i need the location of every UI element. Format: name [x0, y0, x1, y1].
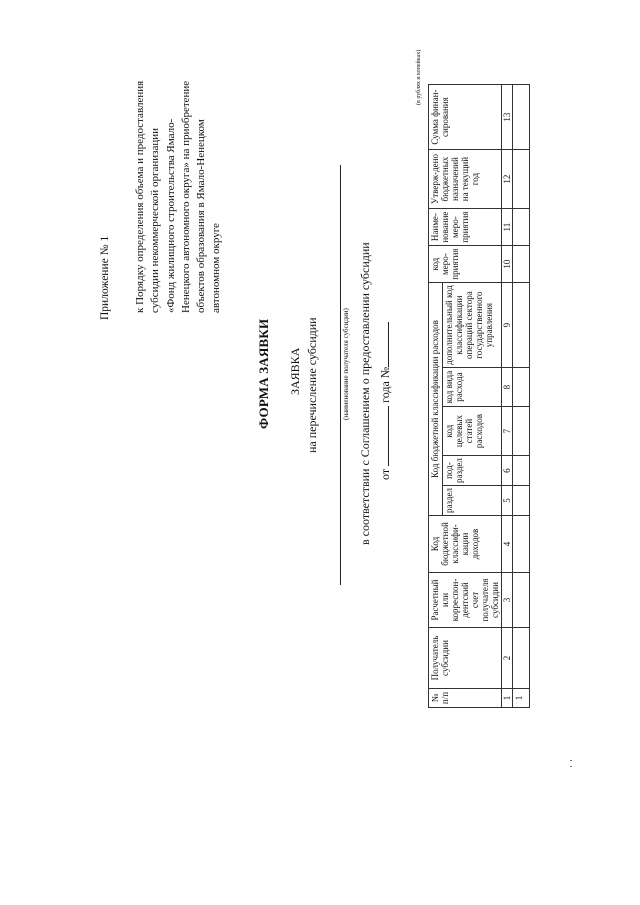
- cell-no: 1: [513, 689, 530, 708]
- cell-target-item: [513, 407, 530, 456]
- date-blank: [388, 406, 389, 466]
- form-title: ФОРМА ЗАЯВКИ: [256, 318, 271, 429]
- column-number: 4: [502, 516, 513, 573]
- header-section: раздел: [443, 486, 502, 516]
- column-number: 2: [502, 628, 513, 689]
- column-number: 1: [502, 689, 513, 708]
- column-number: 3: [502, 573, 513, 628]
- scan-speck: [570, 766, 572, 767]
- request-title: ЗАЯВКА: [288, 347, 302, 395]
- cell-section: [513, 486, 530, 516]
- column-number: 9: [502, 283, 513, 368]
- units-note: (в рублях и копейках): [416, 49, 422, 105]
- cell-approved-budget: [513, 150, 530, 209]
- cell-funding-amount: [513, 85, 530, 150]
- column-number: 5: [502, 486, 513, 516]
- cell-expense-type: [513, 368, 530, 407]
- cell-event-code: [513, 246, 530, 283]
- appendix-line: к Порядку определения объема и предоставления: [134, 80, 146, 313]
- header-subsection: под-раздел: [443, 456, 502, 486]
- header-expense-code-group: Код бюджетной классификации расходов: [429, 283, 443, 516]
- header-no: № п/п: [429, 689, 502, 708]
- cell-recipient: [513, 628, 530, 689]
- appendix-line: «Фонд жилищного строительства Ямало-: [164, 118, 177, 313]
- header-funding-amount: Сумма финан-сирования: [429, 85, 502, 150]
- cell-revenue-code: [513, 516, 530, 573]
- header-expense-type: код вида расхода: [443, 368, 502, 407]
- appendix-line: автономном округе: [210, 223, 223, 313]
- header-event-name: Наиме-нование меро-приятия: [429, 209, 502, 246]
- header-account: Расчетный или корреспон-дентский счет получателя субсидии: [429, 573, 502, 628]
- table-header-row: [429, 85, 443, 708]
- appendix-line: субсидии некоммерческой организации: [149, 127, 162, 313]
- appendix-reference: [133, 0, 225, 313]
- cell-account: [513, 573, 530, 628]
- column-number: 8: [502, 368, 513, 407]
- column-number: 10: [502, 246, 513, 283]
- agreement-date-line: [378, 322, 393, 480]
- cell-additional-code: [513, 283, 530, 368]
- cell-event-name: [513, 209, 530, 246]
- agreement-text: в соответствии с Соглашением о предоставлении субсидии: [358, 242, 372, 545]
- column-number: 6: [502, 456, 513, 486]
- column-number: 7: [502, 407, 513, 456]
- header-event-code: код меро-приятия: [429, 246, 502, 283]
- scan-speck: [570, 760, 572, 761]
- date-prefix: от: [378, 468, 392, 480]
- appendix-line: объектов образования в Ямало-Ненецком: [195, 119, 208, 313]
- table-row: [513, 85, 530, 708]
- column-number-row: [502, 85, 513, 708]
- column-number: 11: [502, 209, 513, 246]
- recipient-name-line: [340, 165, 341, 585]
- column-number: 13: [502, 85, 513, 150]
- date-middle: года №: [378, 366, 392, 403]
- header-target-item: код целевых статей расходов: [443, 407, 502, 456]
- cell-subsection: [513, 456, 530, 486]
- recipient-caption: (наименование получателя субсидии): [342, 308, 350, 420]
- header-revenue-code: Код бюджетной классифи-кации доходов: [429, 516, 502, 573]
- header-approved-budget: Утверж-дено бюджетных назначений на текущий год: [429, 150, 502, 209]
- column-number: 12: [502, 150, 513, 209]
- appendix-number: Приложение № 1: [99, 235, 111, 320]
- number-blank: [388, 322, 389, 367]
- header-additional-code: дополнительный код классификации операций сектора государственного управления: [443, 283, 502, 368]
- appendix-line: Ненецкого автономного округа» на приобретение: [179, 80, 192, 313]
- request-table: [428, 84, 530, 708]
- request-subtitle: на перечисление субсидии: [305, 317, 319, 453]
- header-recipient: Получатель субсидии: [429, 628, 502, 689]
